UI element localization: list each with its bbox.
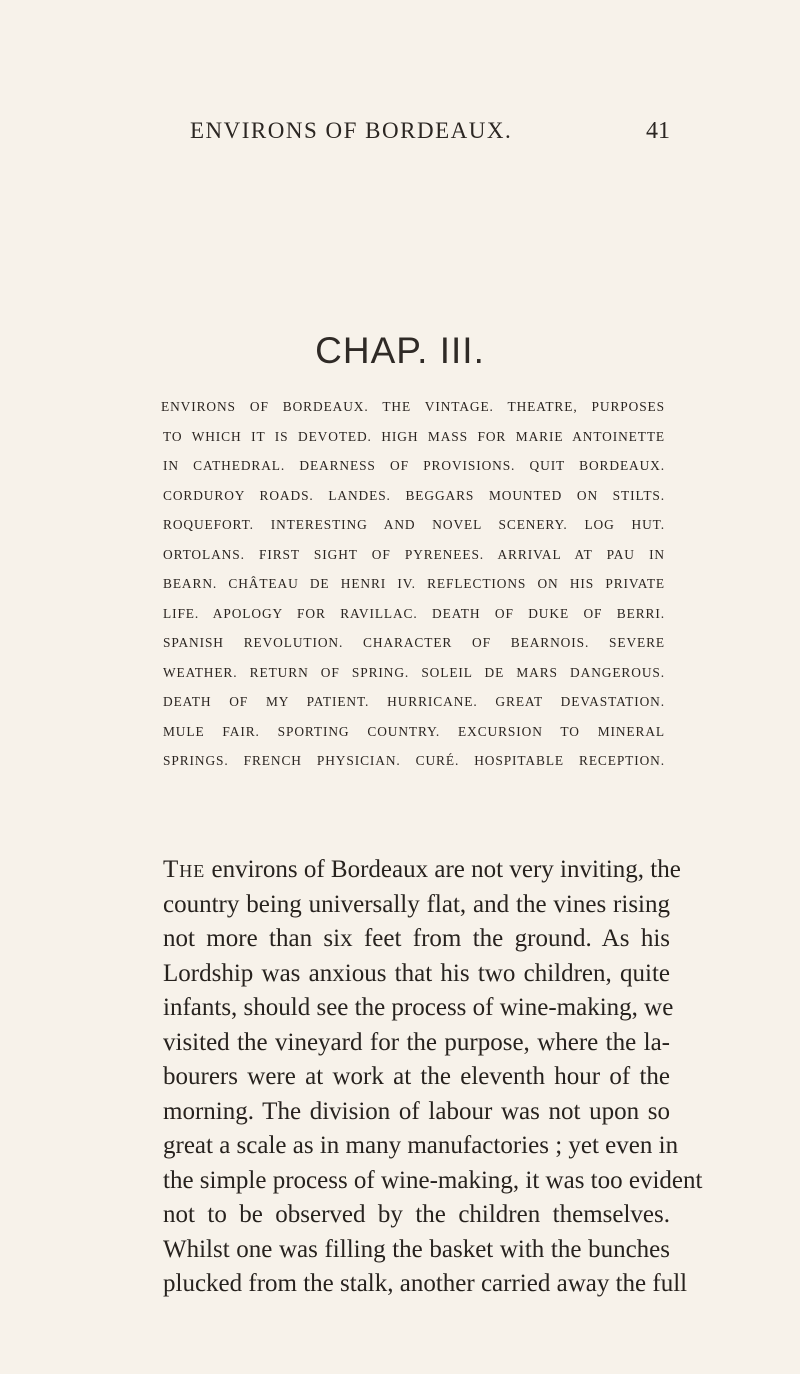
body-line: great a scale as in many manufactories ; yet even in xyxy=(163,1132,679,1159)
body-line: visited the vineyard for the purpose, where the la- xyxy=(163,1028,670,1056)
synopsis-line: IN CATHEDRAL. DEARNESS OF PROVISIONS. QUIT BORDEAUX. xyxy=(163,458,665,473)
opening-word: The xyxy=(163,856,206,883)
synopsis-line: MULE FAIR. SPORTING COUNTRY. EXCURSION TO MINERAL xyxy=(163,723,665,739)
body-line: not to be observed by the children themselves. xyxy=(163,1201,670,1228)
synopsis-line: BEARN. CHÂTEAU DE HENRI IV. REFLECTIONS ON HIS PRIVATE xyxy=(163,576,665,591)
body-line: Whilst one was filling the basket with the bunches xyxy=(163,1235,670,1263)
synopsis-line: ORTOLANS. FIRST SIGHT OF PYRENEES. ARRIVAL AT PAU IN xyxy=(163,546,665,562)
chapter-heading: CHAP. III. xyxy=(315,330,485,371)
page-number: 41 xyxy=(646,118,670,144)
synopsis-line: SPRINGS. FRENCH PHYSICIAN. CURÉ. HOSPITABLE RECEPTION. xyxy=(163,753,665,768)
body-line: morning. The division of labour was not upon so xyxy=(163,1097,670,1125)
body-line xyxy=(163,853,681,888)
synopsis-line: SPANISH REVOLUTION. CHARACTER OF BEARNOIS. SEVERE xyxy=(163,635,665,650)
body-line: the simple process of wine-making, it was too evident xyxy=(163,1166,703,1194)
body-line: infants, should see the process of wine-making, we xyxy=(163,994,674,1021)
body-line: not more than six feet from the ground. As his xyxy=(163,925,670,952)
body-line: plucked from the stalk, another carried away the full xyxy=(163,1270,688,1297)
chapter-synopsis xyxy=(163,392,665,776)
synopsis-line: DEATH OF MY PATIENT. HURRICANE. GREAT DEVASTATION. xyxy=(163,694,665,709)
synopsis-line: LIFE. APOLOGY FOR RAVILLAC. DEATH OF DUKE OF BERRI. xyxy=(163,605,665,621)
synopsis-line: CORDUROY ROADS. LANDES. BEGGARS MOUNTED ON STILTS. xyxy=(163,487,665,503)
body-line: country being universally flat, and the vines rising xyxy=(163,890,670,918)
synopsis-line: ROQUEFORT. INTERESTING AND NOVEL SCENERY. LOG HUT. xyxy=(163,517,665,532)
body-line: bourers were at work at the eleventh hour of the xyxy=(163,1063,670,1090)
body-line: Lordship was anxious that his two children, quite xyxy=(163,959,670,987)
body-paragraph xyxy=(163,853,703,1302)
running-title: ENVIRONS OF BORDEAUX. xyxy=(190,118,513,143)
opening-line-text: environs of Bordeaux are not very inviting, the xyxy=(211,856,681,883)
synopsis-line: ENVIRONS OF BORDEAUX. THE VINTAGE. THEATRE, PURPOSES xyxy=(161,399,665,414)
running-header xyxy=(190,118,670,154)
synopsis-line: WEATHER. RETURN OF SPRING. SOLEIL DE MARS DANGEROUS. xyxy=(163,664,665,680)
synopsis-line: TO WHICH IT IS DEVOTED. HIGH MASS FOR MARIE ANTOINETTE xyxy=(163,428,665,444)
